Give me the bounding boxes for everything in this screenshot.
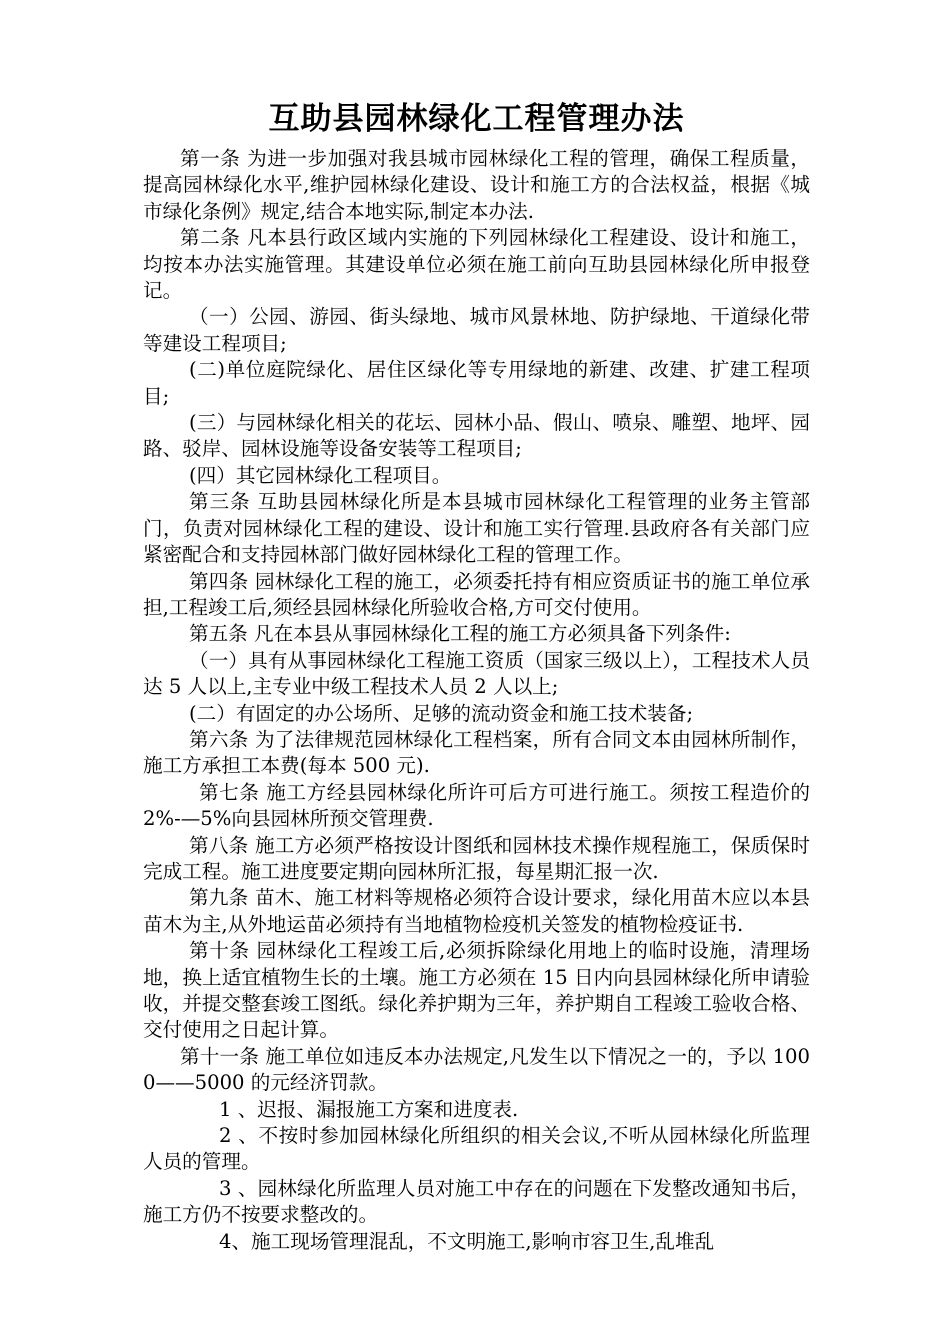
article-7: 第七条 施工方经县园林绿化所许可后方可进行施工。须按工程造价的 2%-—5%向县园林所预交管理费.: [143, 780, 810, 831]
document-page: [143, 92, 810, 1255]
article-2-item-3: (三）与园林绿化相关的花坛、园林小品、假山、喷泉、雕塑、地坪、园路、驳岸、园林设施等设备安装等工程项目;: [143, 411, 810, 461]
article-10: 第十条 园林绿化工程竣工后,必须拆除绿化用地上的临时设施，清理场地，换上适宜植物生长的土壤。施工方必须在 15 日内向县园林绿化所申请验收，并提交整套竣工图纸。绿化养护期为三年，养护期自工程竣工验收合格、交付使用之日起计算。: [143, 939, 810, 1042]
article-2-item-4: (四）其它园林绿化工程项目。: [189, 463, 452, 487]
article-1: 第一条 为进一步加强对我县城市园林绿化工程的管理，确保工程质量，提高园林绿化水平,维护园林绿化建设、设计和施工方的合法权益，根据《城市绿化条例》规定,结合本地实际,制定本办法.: [143, 147, 810, 223]
article-11-item-4: 4、施工现场管理混乱，不文明施工,影响市容卫生,乱堆乱: [219, 1229, 715, 1253]
article-11-item-1: 1 、迟报、漏报施工方案和进度表.: [219, 1097, 519, 1121]
article-2: 第二条 凡本县行政区域内实施的下列园林绿化工程建设、设计和施工，均按本办法实施管理。其建设单位必须在施工前向互助县园林绿化所申报登记。: [143, 226, 810, 303]
article-6: 第六条 为了法律规范园林绿化工程档案，所有合同文本由园林所制作，施工方承担工本费(每本 500 元).: [143, 727, 810, 778]
article-2-item-2: (二)单位庭院绿化、居住区绿化等专用绿地的新建、改建、扩建工程项目;: [143, 358, 810, 408]
article-11: 第十一条 施工单位如违反本办法规定,凡发生以下情况之一的，予以 1000——5000 的元经济罚款。: [143, 1044, 810, 1095]
article-5: 第五条 凡在本县从事园林绿化工程的施工方必须具备下列条件:: [189, 622, 731, 646]
article-3: 第三条 互助县园林绿化所是本县城市园林绿化工程管理的业务主管部门，负责对园林绿化工程的建设、设计和施工实行管理.县政府各有关部门应紧密配合和支持园林部门做好园林绿化工程的管理工作。: [143, 490, 810, 567]
article-5-item-1: （一）具有从事园林绿化工程施工资质（国家三级以上），工程技术人员达 5 人以上,主专业中级工程技术人员 2 人以上;: [143, 648, 810, 699]
article-11-item-2: 2 、不按时参加园林绿化所组织的相关会议,不听从园林绿化所监理人员的管理。: [143, 1124, 810, 1174]
document-title: 互助县园林绿化工程管理办法: [268, 101, 685, 137]
article-4: 第四条 园林绿化工程的施工，必须委托持有相应资质证书的施工单位承担,工程竣工后,须经县园林绿化所验收合格,方可交付使用。: [143, 569, 810, 619]
article-11-item-3: 3 、园林绿化所监理人员对施工中存在的问题在下发整改通知书后，施工方仍不按要求整改的。: [143, 1176, 810, 1227]
article-8: 第八条 施工方必须严格按设计图纸和园林技术操作规程施工，保质保时完成工程。施工进度要定期向园林所汇报，每星期汇报一次.: [143, 833, 810, 883]
article-9: 第九条 苗木、施工材料等规格必须符合设计要求，绿化用苗木应以本县苗木为主,从外地运苗必须持有当地植物检疫机关签发的植物检疫证书.: [143, 886, 810, 936]
article-5-item-2: (二）有固定的办公场所、足够的流动资金和施工技术装备;: [189, 701, 694, 725]
article-2-item-1: （一）公园、游园、街头绿地、城市风景林地、防护绿地、干道绿化带等建设工程项目;: [143, 305, 810, 355]
